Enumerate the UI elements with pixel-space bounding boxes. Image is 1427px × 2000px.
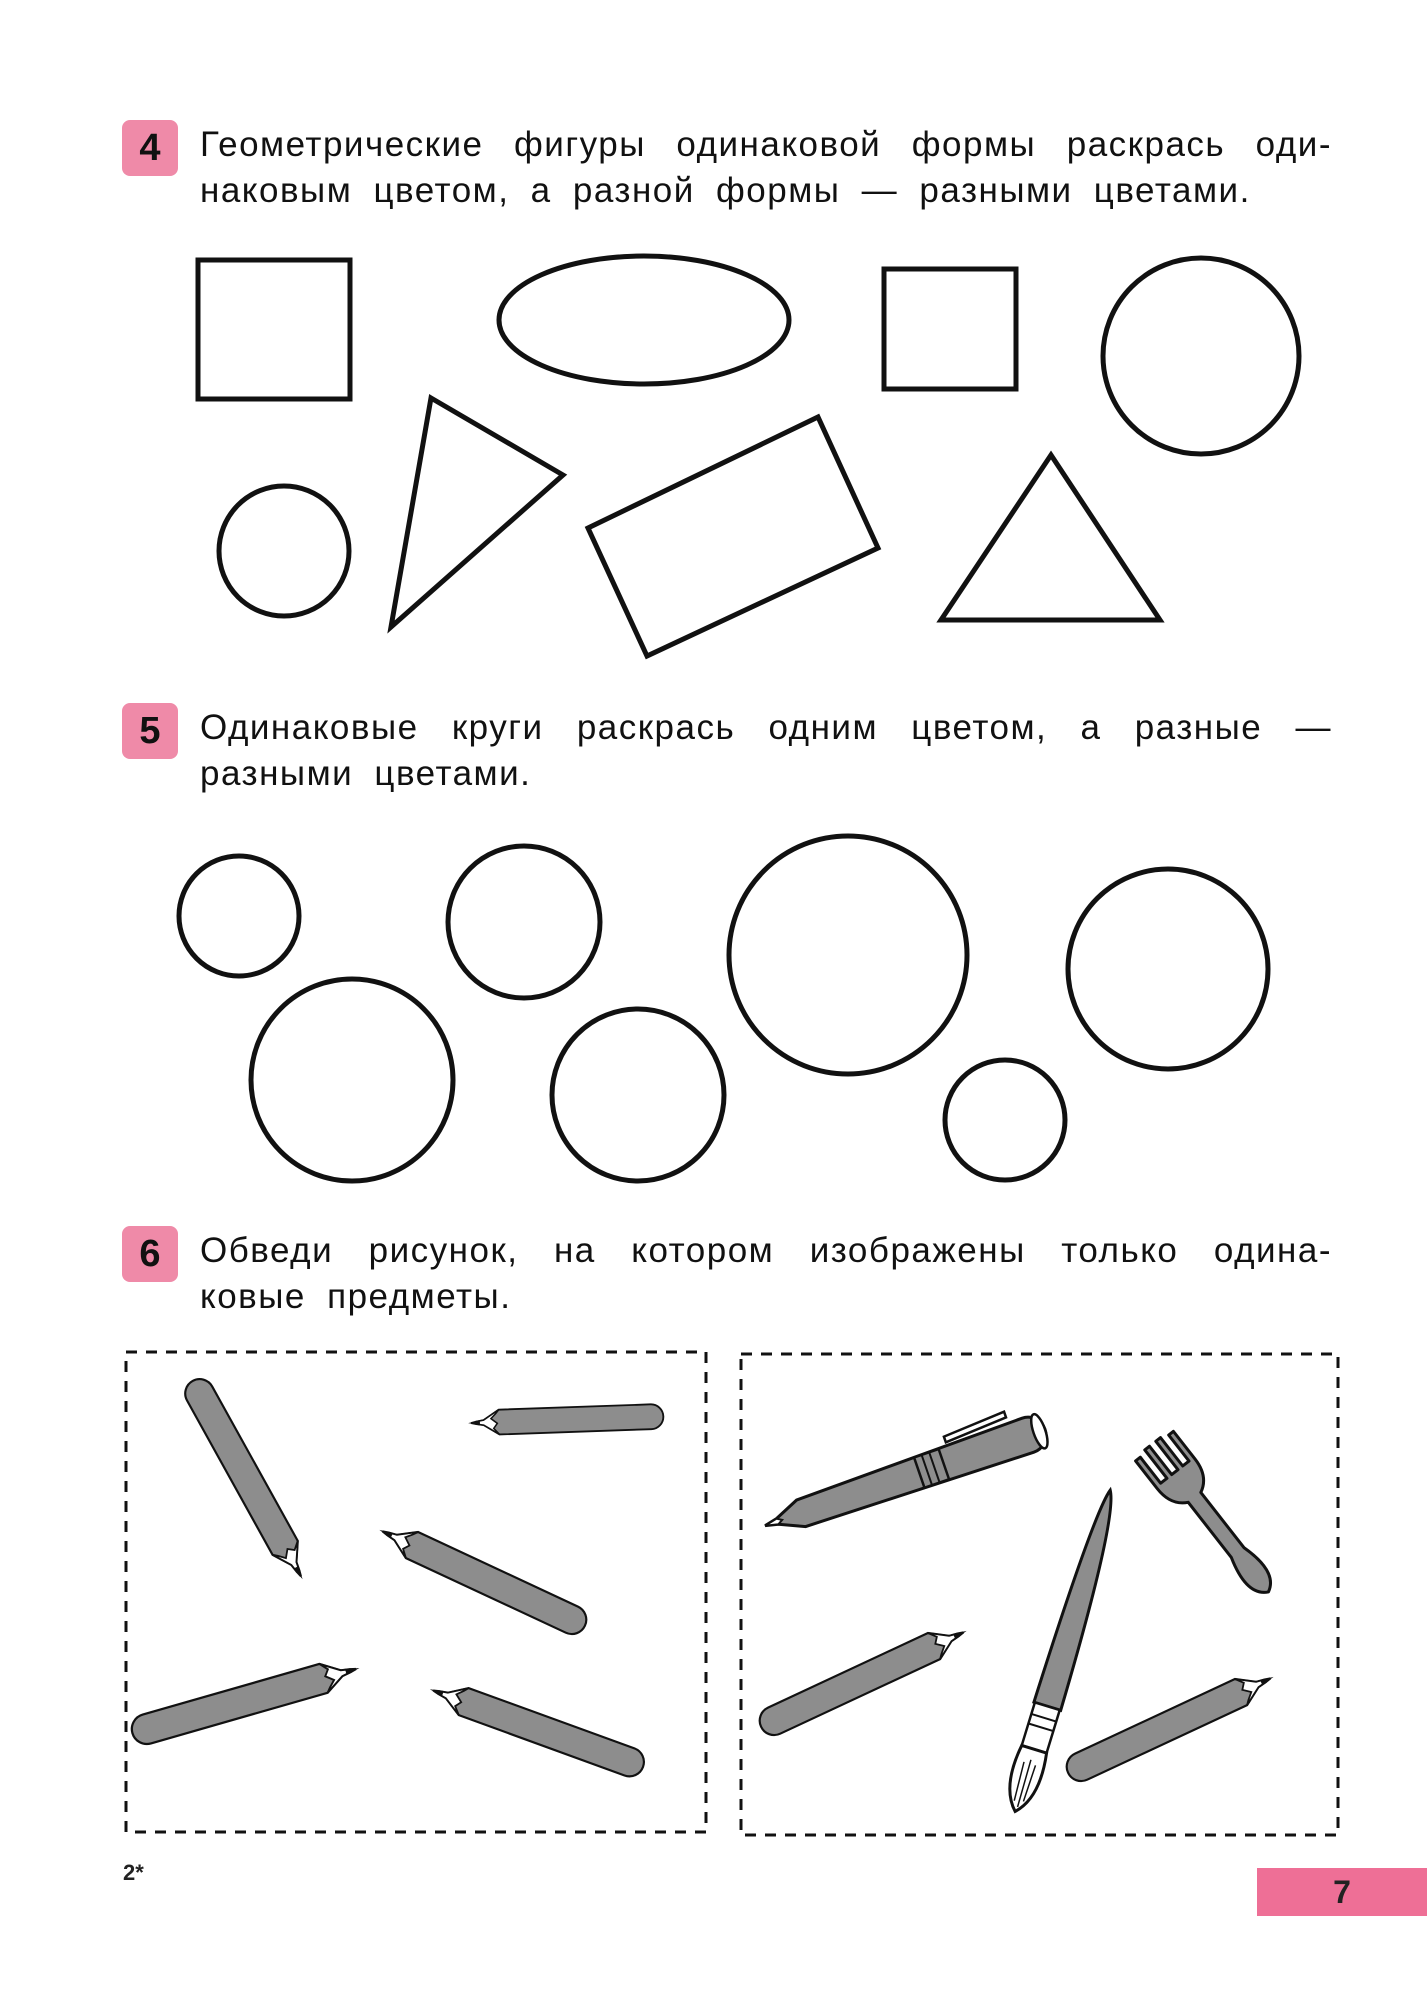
triangle-shape[interactable] [941, 455, 1160, 620]
task-4-shapes [198, 256, 1299, 656]
right-picture-objects [755, 1401, 1287, 1816]
square-shape[interactable] [884, 269, 1016, 389]
pencil-icon [425, 1676, 648, 1781]
circle-shape[interactable] [251, 979, 453, 1181]
triangle-shape[interactable] [391, 398, 563, 627]
task-number-badge: 6 [122, 1226, 178, 1282]
pencil-icon [468, 1404, 664, 1436]
printer-signature: 2* [123, 1860, 144, 1885]
pencil-icon [755, 1618, 973, 1740]
circle-shape[interactable] [448, 846, 600, 998]
pen-icon [755, 1401, 1051, 1543]
pencil-icon [128, 1654, 363, 1748]
circle-shape[interactable] [179, 856, 299, 976]
task-number-badge: 4 [122, 120, 178, 176]
task-number-badge: 5 [122, 703, 178, 759]
circle-shape[interactable] [1103, 258, 1299, 454]
circle-shape[interactable] [1068, 869, 1268, 1069]
task-instruction: Одинаковые круги раскрась одним цветом, а разные — разными цветами. [200, 708, 1332, 793]
task-instruction: Геометрические фигуры одинаковой формы раскрась оди-наковым цветом, а разной формы — разными цветами. [200, 125, 1332, 210]
oval-shape[interactable] [499, 256, 789, 384]
left-picture-objects [128, 1374, 663, 1780]
task-instruction: Обведи рисунок, на котором изображены только одина-ковые предметы. [200, 1231, 1332, 1316]
circle-shape[interactable] [219, 486, 349, 616]
page-number: 7 [1257, 1868, 1427, 1916]
circle-shape[interactable] [552, 1009, 724, 1181]
circle-shape[interactable] [729, 836, 967, 1074]
circle-shape[interactable] [945, 1060, 1065, 1180]
rectangle-shape[interactable] [588, 417, 878, 656]
task-5-circles [179, 836, 1268, 1181]
square-shape[interactable] [198, 260, 350, 399]
pencil-icon [180, 1374, 315, 1586]
pencil-icon [1062, 1664, 1280, 1786]
pencil-icon [373, 1517, 591, 1639]
fork-icon [1134, 1429, 1288, 1607]
